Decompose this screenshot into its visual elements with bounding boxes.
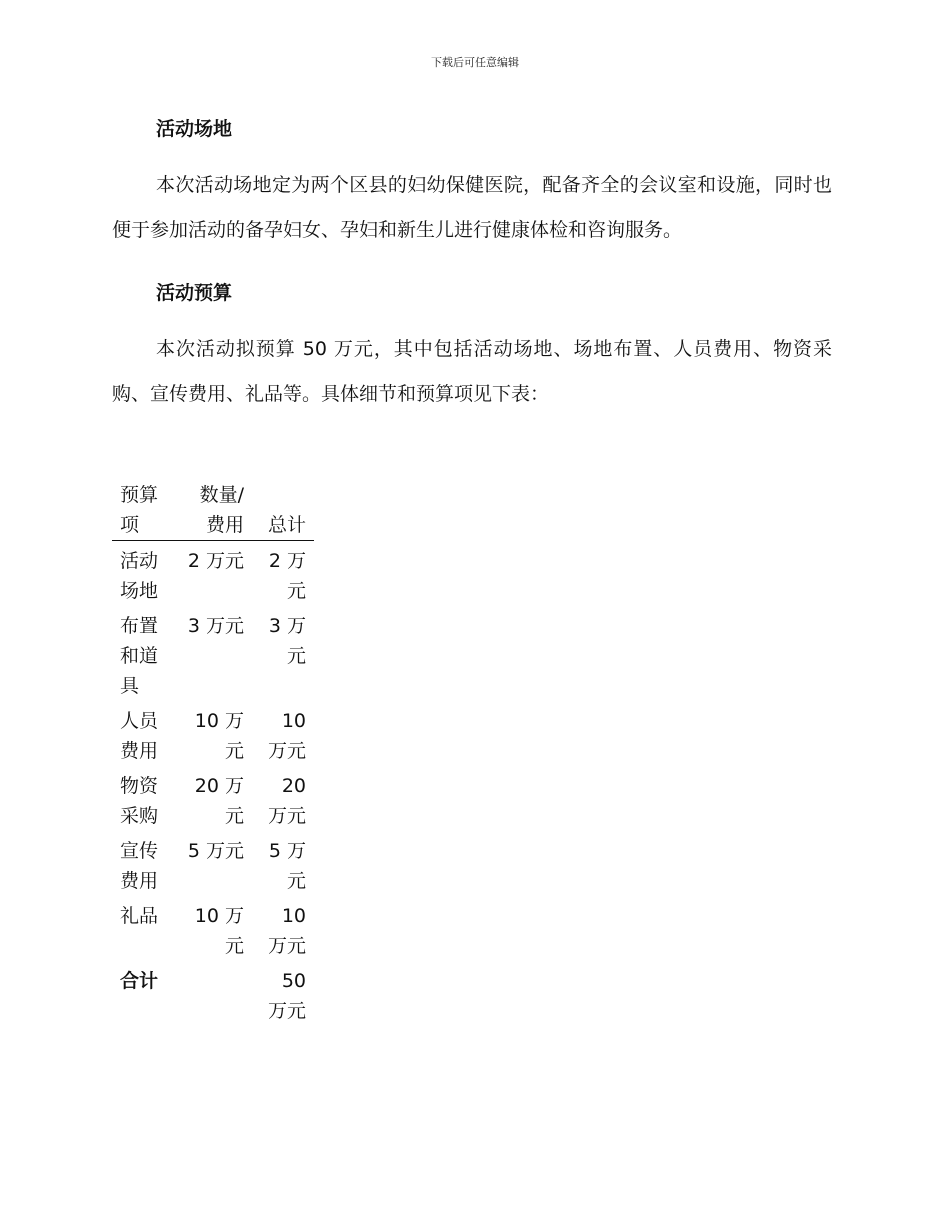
header-total: 总计 [267,514,306,536]
table-total-row [112,966,314,1031]
row-amount: 2 万元 [187,550,244,572]
row-amount: 5 万元 [187,840,244,862]
budget-table [112,480,314,1031]
table-header-row [112,480,314,541]
total-value: 50 万元 [267,970,306,1022]
row-amount: 10 万元 [194,710,244,762]
row-item: 礼品 [120,905,159,927]
table-row [112,901,314,966]
total-amount [176,966,252,1031]
row-total: 10 万元 [267,905,306,957]
row-item: 物资采购 [120,775,159,827]
row-item: 人员费用 [120,710,159,762]
row-total: 2 万元 [268,550,306,602]
table-row [112,706,314,771]
row-total: 10 万元 [267,710,306,762]
table-row [112,836,314,901]
row-amount: 3 万元 [187,615,244,637]
row-amount: 10 万元 [194,905,244,957]
row-amount: 20 万元 [194,775,244,827]
page-header: 下载后可任意编辑 [431,56,519,69]
table-row [112,771,314,836]
budget-paragraph: 本次活动拟预算 50 万元，其中包括活动场地、场地布置、人员费用、物资采购、宣传费用、礼品等。具体细节和预算项见下表： [112,338,832,405]
venue-heading: 活动场地 [156,118,233,140]
table-row [112,611,314,706]
row-item: 活动场地 [120,550,159,602]
total-label: 合计 [120,970,159,992]
header-item: 预算项 [120,484,159,536]
header-amount: 数量/费用 [199,484,244,536]
row-item: 宣传费用 [120,840,159,892]
document-body [112,113,832,417]
row-item: 布置和道具 [120,615,159,697]
row-total: 3 万元 [268,615,306,667]
budget-heading: 活动预算 [156,282,233,304]
table-row [112,541,314,612]
venue-paragraph: 本次活动场地定为两个区县的妇幼保健医院，配备齐全的会议室和设施，同时也便于参加活动的备孕妇女、孕妇和新生儿进行健康体检和咨询服务。 [112,174,832,241]
row-total: 20 万元 [267,775,306,827]
row-total: 5 万元 [268,840,306,892]
